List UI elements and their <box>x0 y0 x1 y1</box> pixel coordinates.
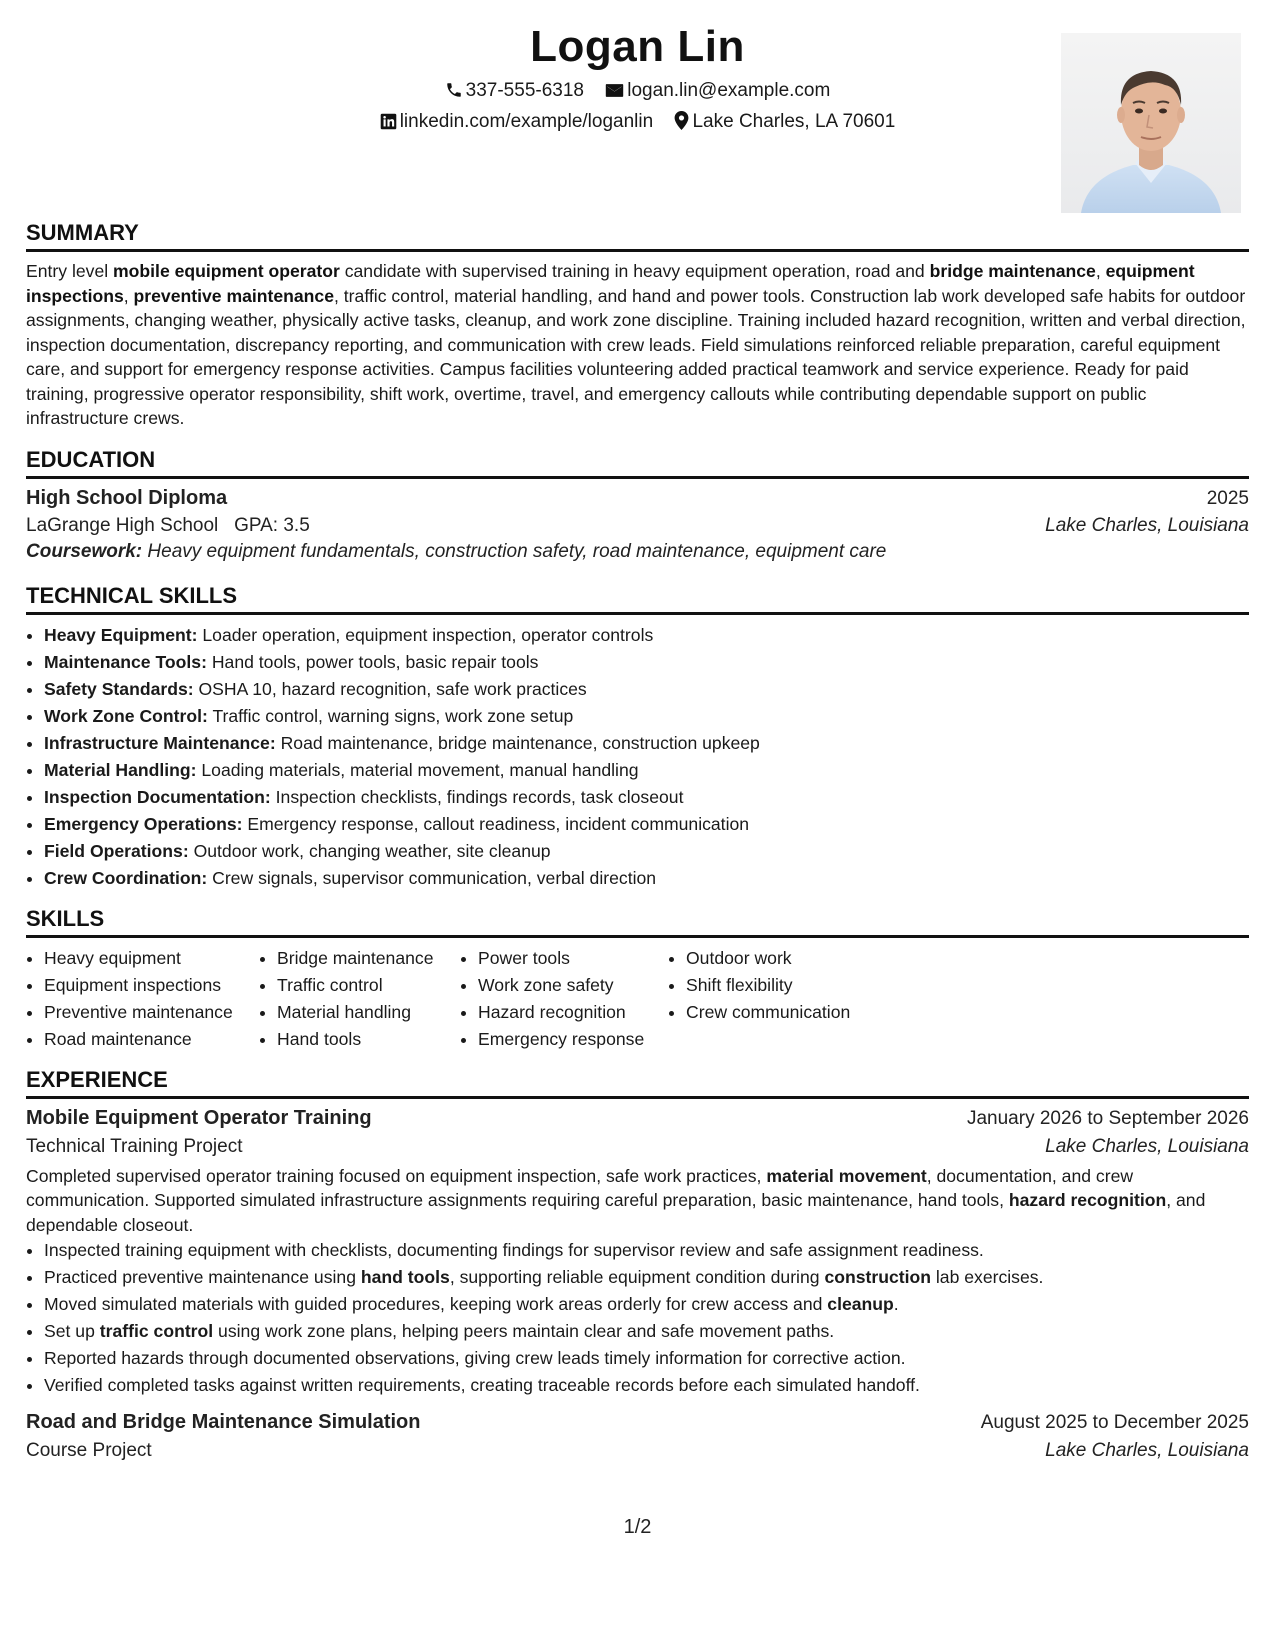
phone-text: 337-555-6318 <box>465 80 584 101</box>
list-item: • Set up traffic control using work zone plans, helping peers maintain clear and safe movement paths. <box>44 1318 1249 1345</box>
graduation-year: 2025 <box>1206 487 1249 509</box>
job-dates: August 2025 to December 2025 <box>980 1412 1249 1433</box>
summary-heading: SUMMARY <box>26 220 1249 252</box>
school-location: Lake Charles, Louisiana <box>1045 514 1249 536</box>
skills-heading: SKILLS <box>26 906 1249 938</box>
map-pin-icon <box>674 111 689 130</box>
linkedin-contact[interactable] <box>380 111 653 133</box>
job-1-row-1 <box>26 1107 1249 1130</box>
list-item: • Equipment inspections <box>44 972 259 999</box>
list-item: • Material handling <box>277 999 460 1026</box>
skills-column-2 <box>259 945 460 1053</box>
experience-section <box>26 1067 1249 1463</box>
email-contact[interactable] <box>605 80 830 102</box>
list-item: • Inspection Documentation: Inspection checklists, findings records, task closeout <box>44 784 1249 811</box>
list-item: • Shift flexibility <box>686 972 886 999</box>
list-item: • Preventive maintenance <box>44 999 259 1026</box>
job-organization: Course Project <box>26 1440 152 1461</box>
technical-skills-list <box>26 622 1249 892</box>
list-item: • Infrastructure Maintenance: Road maintenance, bridge maintenance, construction upkeep <box>44 730 1249 757</box>
technical-skills-heading: TECHNICAL SKILLS <box>26 583 1249 615</box>
list-item: • Crew Coordination: Crew signals, supervisor communication, verbal direction <box>44 865 1249 892</box>
envelope-icon <box>605 82 624 99</box>
experience-heading: EXPERIENCE <box>26 1067 1249 1099</box>
location-text: Lake Charles, LA 70601 <box>692 111 896 132</box>
page-number: 1/2 <box>623 1516 652 1538</box>
list-item: • Hazard recognition <box>478 999 668 1026</box>
job-location: Lake Charles, Louisiana <box>1045 1135 1249 1157</box>
list-item: • Emergency response <box>478 1026 668 1053</box>
list-item: • Moved simulated materials with guided procedures, keeping work areas orderly for crew access and cleanup. <box>44 1291 1249 1318</box>
job-bullets <box>26 1237 1249 1399</box>
school-name: LaGrange High School GPA: 3.5 <box>26 514 310 536</box>
candidate-name: Logan Lin <box>530 22 745 71</box>
job-organization: Technical Training Project <box>26 1135 243 1157</box>
list-item: • Work zone safety <box>478 972 668 999</box>
email-text: logan.lin@example.com <box>627 80 831 101</box>
list-item: • Safety Standards: OSHA 10, hazard recognition, safe work practices <box>44 676 1249 703</box>
resume-header <box>26 0 1249 220</box>
technical-skills-section <box>26 583 1249 892</box>
list-item: • Road maintenance <box>44 1026 259 1053</box>
coursework: Coursework: Heavy equipment fundamentals, construction safety, road maintenance, equipment care <box>26 540 887 562</box>
location-contact <box>674 111 895 133</box>
list-item: • Outdoor work <box>686 945 886 972</box>
list-item: • Bridge maintenance <box>277 945 460 972</box>
job-description: Completed supervised operator training focused on equipment inspection, safe work practices, material movement, documentation, and crew communication. Supported simulated infrastructure assignments requiring careful preparation, basic maintenance, hand tools, hazard recognition, and dependable closeout. <box>26 1165 1206 1235</box>
skills-column-4 <box>668 945 886 1053</box>
list-item: • Practiced preventive maintenance using hand tools, supporting reliable equipment condition during construction lab exercises. <box>44 1264 1249 1291</box>
list-item: • Traffic control <box>277 972 460 999</box>
list-item: • Emergency Operations: Emergency response, callout readiness, incident communication <box>44 811 1249 838</box>
skills-grid <box>26 945 1249 1053</box>
list-item: • Field Operations: Outdoor work, changing weather, site cleanup <box>44 838 1249 865</box>
linkedin-icon <box>380 113 397 130</box>
degree: High School Diploma <box>26 486 228 509</box>
list-item: • Inspected training equipment with checklists, documenting findings for supervisor review and safe assignment readiness. <box>44 1237 1249 1264</box>
profile-photo <box>1061 33 1241 213</box>
list-item: • Reported hazards through documented observations, giving crew leads timely information for corrective action. <box>44 1345 1249 1372</box>
job-title: Mobile Equipment Operator Training <box>26 1106 372 1129</box>
education-heading: EDUCATION <box>26 447 1249 479</box>
list-item: • Material Handling: Loading materials, material movement, manual handling <box>44 757 1249 784</box>
list-item: • Heavy equipment <box>44 945 259 972</box>
summary-text: Entry level mobile equipment operator candidate with supervised training in heavy equipment operation, road and bridge maintenance, equipment inspections, preventive maintenance, traffic control, material handling, and hand and power tools. Construction lab work developed safe habits for outdoor assignments, changing weather, physically active tasks, cleanup, and work zone discipline. Training included hazard recognition, written and verbal direction, inspection documentation, discrepancy reporting, and communication with crew leads. Field simulations reinforced reliable preparation, careful equipment care, and support for emergency response activities. Campus facilities volunteering added practical teamwork and service experience. Ready for paid training, progressive operator responsibility, shift work, overtime, travel, and emergency callouts while contributing dependable support on public infrastructure crews. <box>26 261 1246 428</box>
skills-column-3 <box>460 945 668 1053</box>
gpa: GPA: 3.5 <box>234 514 310 536</box>
list-item: • Maintenance Tools: Hand tools, power tools, basic repair tools <box>44 649 1249 676</box>
list-item: • Work Zone Control: Traffic control, warning signs, work zone setup <box>44 703 1249 730</box>
phone-icon <box>445 81 463 99</box>
skills-section <box>26 906 1249 1053</box>
list-item: • Verified completed tasks against written requirements, creating traceable records before each simulated handoff. <box>44 1372 1249 1399</box>
experience-entry-1 <box>26 1107 1249 1400</box>
job-title: Road and Bridge Maintenance Simulation <box>26 1411 421 1433</box>
education-section <box>26 447 1249 563</box>
list-item: • Power tools <box>478 945 668 972</box>
job-1-row-2 <box>26 1136 1249 1158</box>
summary-section <box>26 220 1249 431</box>
experience-entry-2 <box>26 1411 1249 1462</box>
list-item: • Crew communication <box>686 999 886 1026</box>
list-item: • Hand tools <box>277 1026 460 1053</box>
job-dates: January 2026 to September 2026 <box>966 1107 1249 1129</box>
job-location: Lake Charles, Louisiana <box>1045 1440 1249 1461</box>
phone-contact <box>445 80 584 102</box>
skills-column-1 <box>26 945 259 1053</box>
linkedin-text: linkedin.com/example/loganlin <box>399 111 654 132</box>
list-item: • Heavy Equipment: Loader operation, equipment inspection, operator controls <box>44 622 1249 649</box>
resume-page <box>26 0 1249 1650</box>
education-row-1 <box>26 487 1249 510</box>
job-2-row-1 <box>26 1411 1249 1434</box>
education-row-2 <box>26 515 1249 537</box>
job-2-row-2 <box>26 1440 1249 1462</box>
